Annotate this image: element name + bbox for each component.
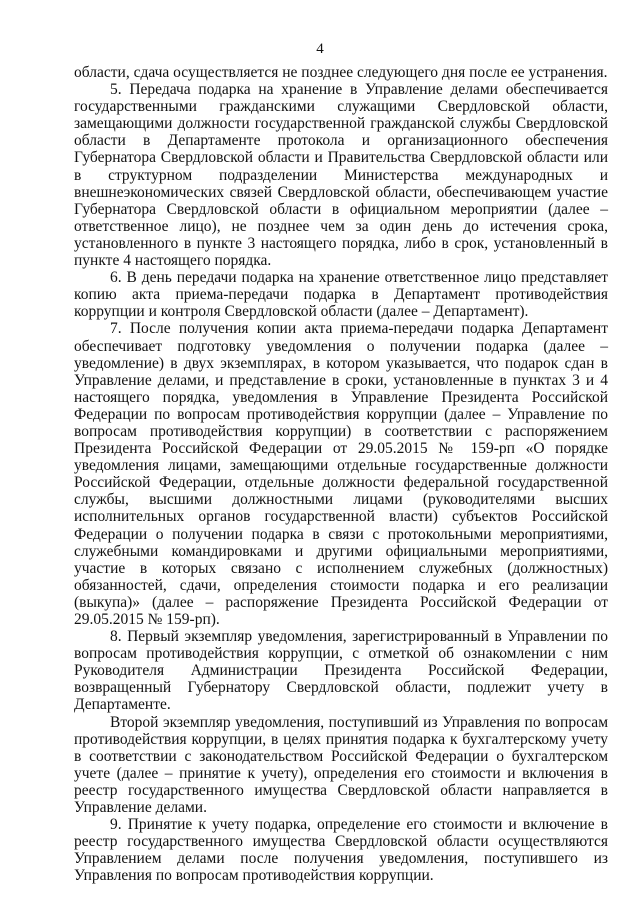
paragraph-item-9: 9. Принятие к учету подарка, определение его стоимости и включение в реестр государственного имущества Свердловской области осуществляются Управлением делами после получения уведомления, поступившего из Управления по вопросам противодействия коррупции. [74,816,608,885]
page-number: 4 [316,41,324,57]
paragraph-continuation: области, сдача осуществляется не позднее следующего дня после ее устранения. [74,64,608,81]
paragraph-item-7: 7. После получения копии акта приема-передачи подарка Департамент обеспечивает подготовку уведомления о получении подарка (далее – уведомление) в двух экземплярах, в котором указывается, что подарок сдан в Управление делами, и представление в сроки, установленные в пунктах 3 и 4 настоящего порядка, уведомления в Управление Президента Российской Федерации по вопросам противодействия коррупции (далее – Управление по вопросам противодействия коррупции) в соответствии с распоряжением Президента Российской Федерации от 29.05.2015 № 159-рп «О порядке уведомления лицами, замещающими отдельные государственные должности Российской Федерации, отдельные должности федеральной государственной службы, высшими должностными лицами (руководителями высших исполнительных органов государственной власти) субъектов Российской Федерации о получении подарка в связи с протокольными мероприятиями, служебными командировками и другими официальными мероприятиями, участие в которых связано с исполнением служебных (должностных) обязанностей, сдачи, определения стоимости подарка и его реализации (выкупа)» (далее – распоряжение Президента Российской Федерации от 29.05.2015 № 159-рп). [74,320,608,628]
paragraph-item-6: 6. В день передачи подарка на хранение ответственное лицо представляет копию акта приема-передачи подарка в Департамент противодействия коррупции и контроля Свердловской области (далее – Департамент). [74,269,608,321]
document-body [74,64,608,885]
paragraph-item-8-second-copy: Второй экземпляр уведомления, поступивший из Управления по вопросам противодействия коррупции, в целях принятия подарка к бухгалтерскому учету в соответствии с законодательством Российской Федерации о бухгалтерском учете (далее – принятие к учету), определения его стоимости и включения в реестр государственного имущества Свердловской области направляется в Управление делами. [74,713,608,817]
paragraph-item-8: 8. Первый экземпляр уведомления, зарегистрированный в Управлении по вопросам противодействия коррупции, с отметкой об ознакомлении с ним Руководителя Администрации Президента Российской Федерации, возвращенный Губернатору Свердловской области, подлежит учету в Департаменте. [74,628,608,714]
paragraph-item-5: 5. Передача подарка на хранение в Управление делами обеспечивается государственными гражданскими служащими Свердловской области, замещающими должности государственной гражданской службы Свердловской области в Департаменте протокола и организационного обеспечения Губернатора Свердловской области и Правительства Свердловской области или в структурном подразделении Министерства международных и внешнеэкономических связей Свердловской области, обеспечивающем участие Губернатора Свердловской области в официальном мероприятии (далее – ответственное лицо), не позднее чем за один день до истечения срока, установленного в пункте 3 настоящего порядка, либо в срок, установленный в пункте 4 настоящего порядка. [74,81,608,270]
